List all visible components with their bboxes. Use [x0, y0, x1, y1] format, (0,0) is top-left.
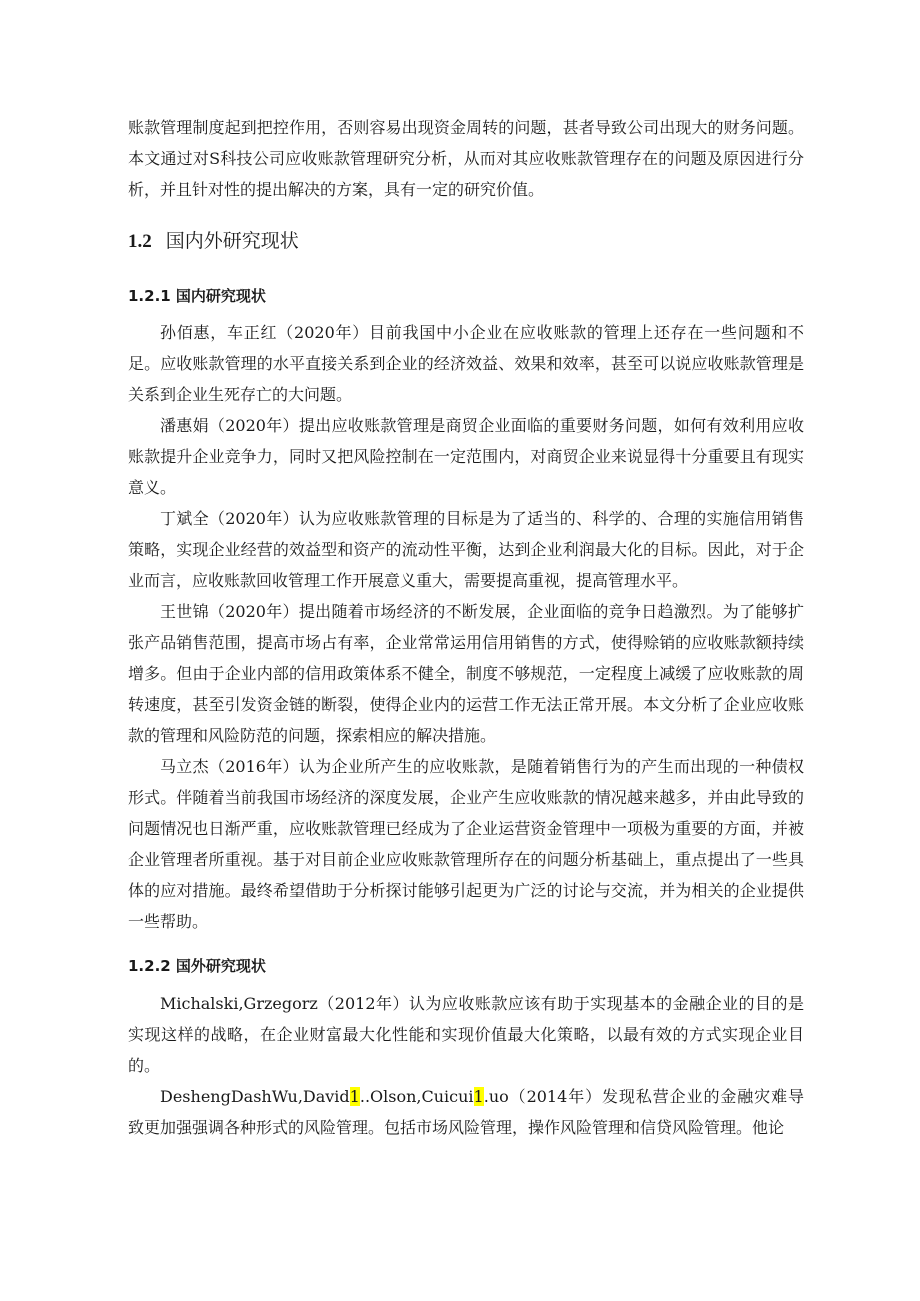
subsection-heading-1-2-2: 1.2.2 国外研究现状	[128, 957, 266, 975]
domestic-paragraph: 潘惠娟（2020年）提出应收账款管理是商贸企业面临的重要财务问题，如何有效利用应收账款提升企业竞争力，同时又把风险控制在一定范围内，对商贸企业来说显得十分重要且有现实意义。	[128, 416, 804, 497]
foreign-paragraph	[128, 1081, 804, 1143]
section-number: 1.2	[128, 231, 152, 252]
text-run: DeshengDashWu,David	[160, 1087, 350, 1106]
intro-continuation-paragraph: 账款管理制度起到把控作用，否则容易出现资金周转的问题，甚者导致公司出现大的财务问题。本文通过对S科技公司应收账款管理研究分析，从而对其应收账款管理存在的问题及原因进行分析，并且针对性的提出解决的方案，具有一定的研究价值。	[128, 118, 804, 199]
highlighted-text: 1	[349, 1087, 360, 1106]
domestic-paragraph: 王世锦（2020年）提出随着市场经济的不断发展，企业面临的竞争日趋激烈。为了能够扩张产品销售范围，提高市场占有率，企业常常运用信用销售的方式，使得赊销的应收账款额持续增多。但由于企业内部的信用政策体系不健全，制度不够规范，一定程度上减缓了应收账款的周转速度，甚至引发资金链的断裂，使得企业内的运营工作无法正常开展。本文分析了企业应收账款的管理和风险防范的问题，探索相应的解决措施。	[128, 602, 804, 745]
foreign-paragraph: Michalski,Grzegorz（2012年）认为应收账款应该有助于实现基本的金融企业的目的是实现这样的战略，在企业财富最大化性能和实现价值最大化策略，以最有效的方式实现企业目的。	[128, 994, 804, 1075]
domestic-paragraph: 丁斌全（2020年）认为应收账款管理的目标是为了适当的、科学的、合理的实施信用销售策略，实现企业经营的效益型和资产的流动性平衡，达到企业利润最大化的目标。因此，对于企业而言，应收账款回收管理工作开展意义重大，需要提高重视，提高管理水平。	[128, 509, 804, 590]
foreign-research-block	[128, 988, 804, 1143]
subsection-heading-1-2-1: 1.2.1 国内研究现状	[128, 287, 266, 305]
highlighted-text: 1	[473, 1087, 484, 1106]
text-run: ..Olson,Cuicui	[359, 1087, 474, 1106]
section-title: 国内外研究现状	[165, 230, 299, 252]
intro-continuation-block	[128, 112, 804, 205]
domestic-research-block	[128, 317, 804, 937]
section-heading-1-2	[128, 227, 299, 256]
domestic-paragraph: 孙佰惠，车正红（2020年）目前我国中小企业在应收账款的管理上还存在一些问题和不足。应收账款管理的水平直接关系到企业的经济效益、效果和效率，甚至可以说应收账款管理是关系到企业生死存亡的大问题。	[128, 323, 804, 404]
text-run: .uo（2014年）发现私营企业的金融灾难导致更加强强调各种形式的风险管理。包括市场风险管理，操作风险管理和信贷风险管理。他论	[128, 1087, 804, 1137]
domestic-paragraph: 马立杰（2016年）认为企业所产生的应收账款，是随着销售行为的产生而出现的一种债权形式。伴随着当前我国市场经济的深度发展，企业产生应收账款的情况越来越多，并由此导致的问题情况也日渐严重，应收账款管理已经成为了企业运营资金管理中一项极为重要的方面，并被企业管理者所重视。基于对目前企业应收账款管理所存在的问题分析基础上，重点提出了一些具体的应对措施。最终希望借助于分析探讨能够引起更为广泛的讨论与交流，并为相关的企业提供一些帮助。	[128, 757, 804, 931]
